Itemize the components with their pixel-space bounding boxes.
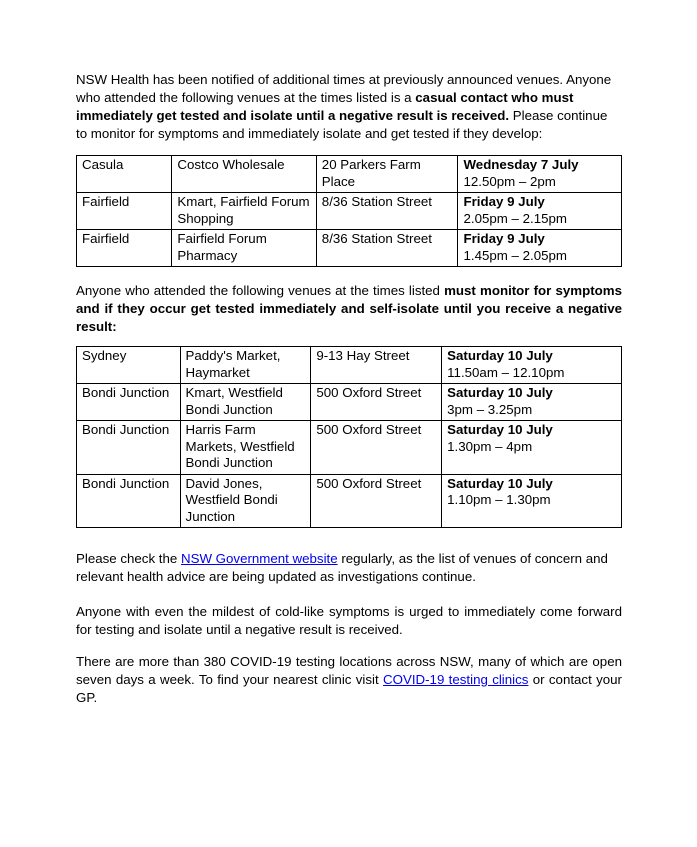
suburb-cell: Fairfield xyxy=(77,230,172,267)
venue-cell: Costco Wholesale xyxy=(172,156,316,193)
datetime-cell xyxy=(458,156,622,193)
suburb-cell: Bondi Junction xyxy=(77,474,181,528)
address-cell: 500 Oxford Street xyxy=(311,421,442,475)
datetime-cell xyxy=(442,474,622,528)
venue-cell: Harris Farm Markets, Westfield Bondi Junction xyxy=(180,421,311,475)
date-text: Saturday 10 July xyxy=(447,422,553,437)
covid-19-testing-clinics-link[interactable]: COVID-19 testing clinics xyxy=(383,672,529,687)
datetime-cell xyxy=(442,384,622,421)
monitor-text-bold: must monitor for symptoms and if they occur get tested immediately and self-isolate until you receive a negative result: xyxy=(76,283,622,334)
date-text: Saturday 10 July xyxy=(447,348,553,363)
check-website-paragraph xyxy=(76,550,622,586)
date-text: Saturday 10 July xyxy=(447,475,553,491)
suburb-cell: Sydney xyxy=(77,347,181,384)
address-cell: 20 Parkers Farm Place xyxy=(316,156,458,193)
venue-cell: Kmart, Westfield Bondi Junction xyxy=(180,384,311,421)
datetime-cell xyxy=(442,421,622,475)
monitor-table xyxy=(76,346,622,528)
table-row xyxy=(77,193,622,230)
time-text: 11.50am – 12.10pm xyxy=(447,364,565,380)
intro-text-normal-1: NSW Health has been notified of additional times at previously announced venues. Anyone who attended the following venues at the times listed is a xyxy=(76,72,612,105)
check-text-before-link: Please check the xyxy=(76,551,181,566)
suburb-cell: Bondi Junction xyxy=(77,421,181,475)
time-text: 3pm – 3.25pm xyxy=(447,401,533,417)
address-cell: 8/36 Station Street xyxy=(316,193,458,230)
suburb-cell: Bondi Junction xyxy=(77,384,181,421)
venue-cell: Fairfield Forum Pharmacy xyxy=(172,230,316,267)
time-text: 2.05pm – 2.15pm xyxy=(463,210,567,226)
table-row xyxy=(77,474,622,528)
venue-cell: Paddy's Market, Haymarket xyxy=(180,347,311,384)
table-row xyxy=(77,421,622,475)
time-text: 1.30pm – 4pm xyxy=(447,438,533,454)
nsw-government-website-link[interactable]: NSW Government website xyxy=(180,551,338,566)
datetime-cell xyxy=(458,193,622,230)
testing-text-before-link: There are more than 380 COVID-19 testing locations across NSW, many of which are open seven days a week. To find your nearest clinic visit xyxy=(76,654,622,687)
intro-text-normal-2: Please continue to monitor for symptoms and immediately isolate and get tested if they develop: xyxy=(76,108,608,141)
symptoms-paragraph: Anyone with even the mildest of cold-like symptoms is urged to immediately come forward for testing and isolate until a negative result is received. xyxy=(76,604,622,637)
time-text: 1.45pm – 2.05pm xyxy=(463,247,567,263)
check-text-after-link: regularly, as the list of venues of concern and relevant health advice are being updated as investigations continue. xyxy=(76,551,608,584)
testing-locations-paragraph xyxy=(76,653,622,707)
suburb-cell: Casula xyxy=(77,156,172,193)
time-text: 1.10pm – 1.30pm xyxy=(447,492,551,507)
time-text: 12.50pm – 2pm xyxy=(463,173,556,189)
casual-contact-table xyxy=(76,155,622,267)
venue-cell: David Jones, Westfield Bondi Junction xyxy=(180,474,311,528)
address-cell: 9-13 Hay Street xyxy=(311,347,442,384)
date-text: Saturday 10 July xyxy=(447,385,553,400)
datetime-cell xyxy=(458,230,622,267)
intro-text-bold: casual contact who must immediately get tested and isolate until a negative result is received. xyxy=(76,90,574,123)
intro-paragraph xyxy=(76,71,622,143)
address-cell: 500 Oxford Street xyxy=(311,384,442,421)
date-text: Wednesday 7 July xyxy=(463,157,579,172)
datetime-cell xyxy=(442,347,622,384)
venue-cell: Kmart, Fairfield Forum Shopping xyxy=(172,193,316,230)
suburb-cell: Fairfield xyxy=(77,193,172,230)
date-text: Friday 9 July xyxy=(463,194,545,209)
table-row xyxy=(77,384,622,421)
table-row xyxy=(77,156,622,193)
table-row xyxy=(77,230,622,267)
address-cell: 500 Oxford Street xyxy=(311,474,442,528)
monitor-paragraph xyxy=(76,282,622,336)
date-text: Friday 9 July xyxy=(463,231,545,246)
testing-text-after-link: or contact your GP. xyxy=(76,672,622,705)
table-row xyxy=(77,347,622,384)
address-cell: 8/36 Station Street xyxy=(316,230,458,267)
monitor-text-normal: Anyone who attended the following venues at the times listed xyxy=(76,283,445,298)
